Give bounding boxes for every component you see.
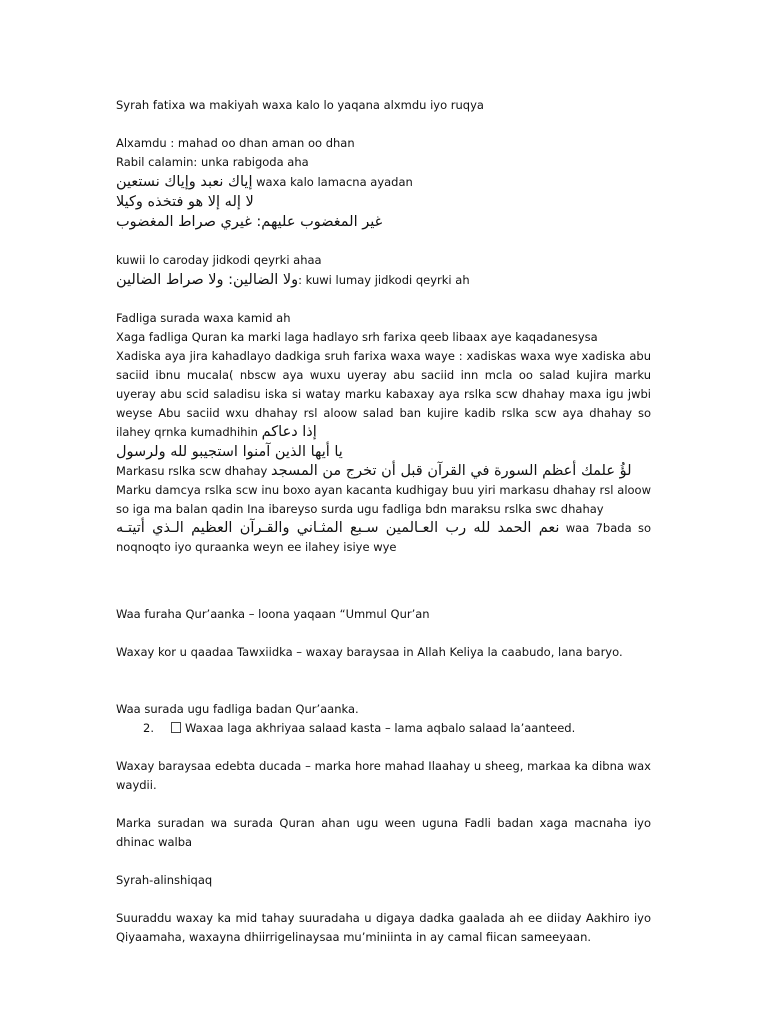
baraysaa-paragraph: Waxay baraysaa edebta ducada – marka hore mahad Ilaahay u sheeg, markaa ka dibna wax waydii. [116,759,651,792]
arabic-dallin-text: ولا الضالين: ولا صراط الضالين [116,272,299,288]
arabic-aazam-surah-text: لؤُ علمك أعظم السورة في القرآن قبل أن تخرج من المسجد [271,463,632,479]
dallin-line [116,270,651,290]
list-item [116,719,651,738]
arabic-la-ilaha-text: لا إله إلا هو فتخذه وكيلا [116,194,254,210]
list-number: 2. [143,721,154,735]
section-heading-inshiqaq: Syrah-alinshiqaq [116,873,213,887]
marku-damcya-paragraph: Marku damcya rslka scw inu boxo ayan kacanta kudhigay buu yiri markasu dhahay rsl aloow so iga ma balan qadin Ina ibareyso surda ugu fadliga bdn maraksu rslka swc dhahay [116,483,651,516]
kuwii-line: kuwii lo caroday jidkodi qeyrki ahaa [116,253,322,267]
definition-rabil-calamin: Rabil calamin: unka rabigoda aha [116,155,309,169]
arabic-idha-daakum: إذا دعاكم [261,424,317,440]
arabic-nacam-text: نعم الحمد لله رب العـالمين سـبع المثـاني والقـرآن العظيم الـذي أتيتـه [116,520,560,536]
markasu-line [116,462,651,481]
arabic-iyaka-text: إياك نعبد وإياك نستعين [116,174,253,190]
marka-suradan-paragraph: Marka suradan wa surada Quran ahan ugu ween uguna Fadli badan xaga macnaha iyo dhinac walba [116,816,651,849]
arabic-ya-ayyuha-text: يا أيها الذين آمنوا استجيبو لله ولرسول [116,444,343,460]
list-item-text: Waxaa laga akhriyaa salaad kasta – lama aqbalo salaad la’aanteed. [185,721,576,735]
arabic-la-ilaha-line [116,192,651,212]
dallin-gloss: : kuwi lumay jidkodi qeyrki ah [298,273,470,287]
definition-iyaka [116,172,651,192]
arabic-ghayril-maghdub-text: غير المغضوب عليهم: غيري صراط المغضوب [116,214,383,230]
nacam-paragraph [116,519,651,557]
document-title: Syrah fatixa wa makiyah waxa kalo lo yaqana alxmdu iyo ruqya [116,98,484,112]
arabic-ghayril-maghdub-line [116,212,651,232]
missing-glyph-icon [171,722,181,733]
definition-iyaka-gloss: waxa kalo lamacna ayadan [252,175,413,189]
document-page [116,96,651,947]
definition-alxamdu: Alxamdu : mahad oo dhan aman oo dhan [116,136,355,150]
furaha-line: Waa furaha Qur’aanka – loona yaqaan “Ummul Qur’an [116,607,430,621]
waxay-kor-line: Waxay kor u qaadaa Tawxiidka – waxay baraysaa in Allah Keliya la caabudo, lana baryo. [116,645,623,659]
waa-surada-line: Waa surada ugu fadliga badan Qur’aanka. [116,702,359,716]
fadli-paragraph-2-text: Xadiska aya jira kahadlayo dadkiga sruh farixa waxa waye : xadiskas waxa wye xadiska abu saciid ibnu mucala( nbscw aya wuxu uyeray abu saciid inn mcla oo salad kujira marku uyeray abu scid saladisu iska si watay marku kabaxay aya rslka scw dhahay maxa igu jwbi weyse Abu saciid wxu dhahay rsl aloow salad ban kujire kadib rslka scw aya dhahay so ilahey qrnka kumadhihin [116,349,651,439]
nacam-gloss: waa 7bada so noqnoqto iyo quraanka weyn ee ilahey isiye wye [116,521,651,554]
fadli-paragraph-2 [116,347,651,442]
arabic-ya-ayyuha-line [116,442,651,462]
markasu-text: Markasu rslka scw dhahay [116,464,272,478]
fadli-paragraph-1: Xaga fadliga Quran ka marki laga hadlayo srh farixa qeeb libaax aye kaqadanesysa [116,330,598,344]
suuraddu-paragraph: Suuraddu waxay ka mid tahay suuradaha u digaya dadka gaalada ah ee diiday Aakhiro iyo Qiyaamaha, waxayna dhiirrigelinaysaa mu’miniinta in ay camal fiican sameeyaan. [116,911,651,944]
fadli-heading: Fadliga surada waxa kamid ah [116,311,291,325]
